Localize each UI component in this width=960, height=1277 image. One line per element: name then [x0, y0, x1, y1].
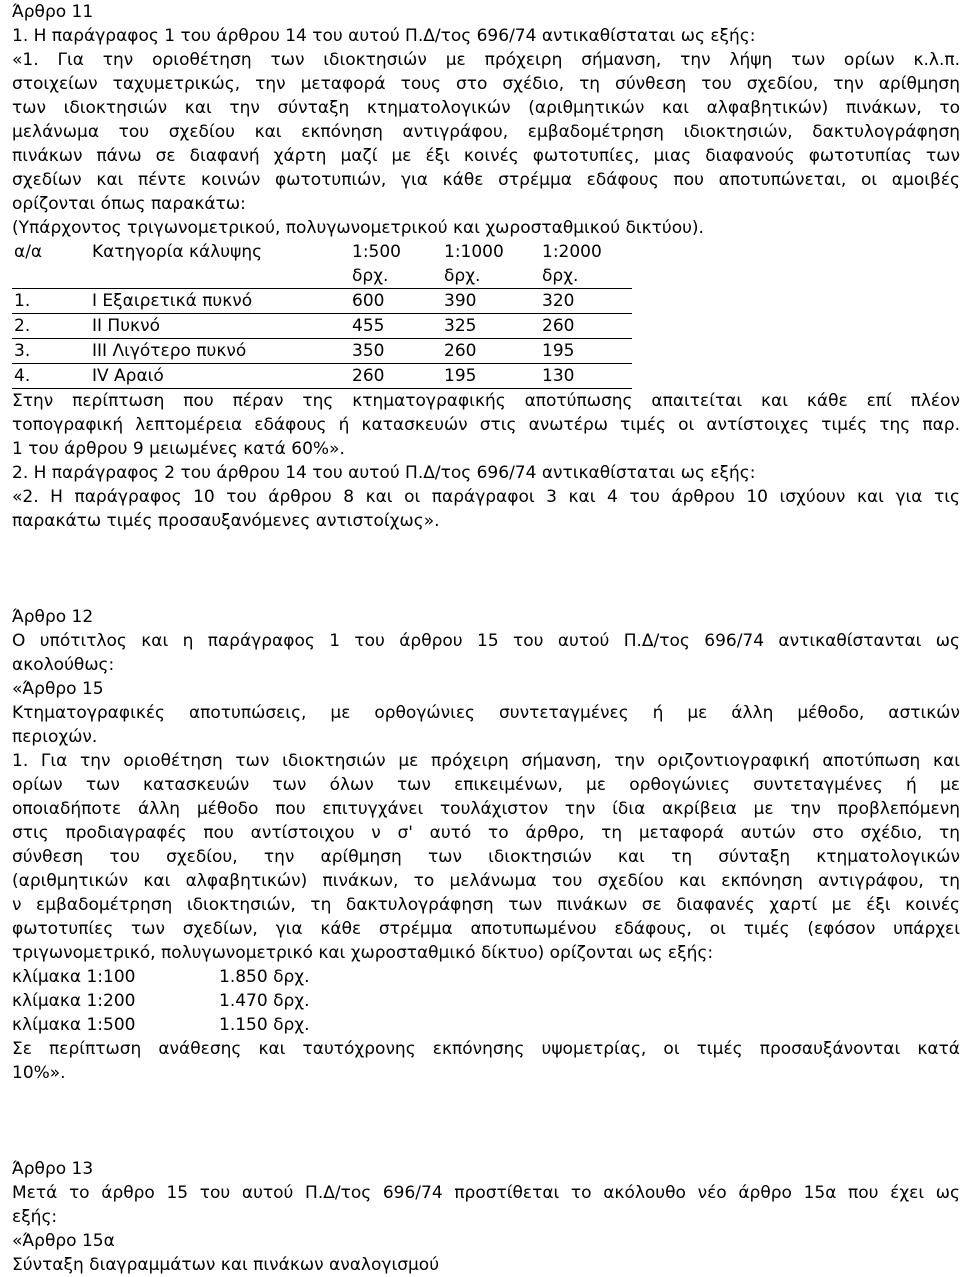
paragraph-line: 1 του άρθρου 9 μειωμένες κατά 60%».: [12, 439, 345, 459]
table-cell: Ι Εξαιρετικά πυκνό: [90, 289, 350, 314]
paragraph-line: οποιαδήποτε άλλη μέθοδο που επιτυγχάνει τουλάχιστον την ίδια ακρίβεια με την προβλεπόμενη: [12, 799, 960, 819]
scale-price: 1.470 δρχ.: [219, 991, 310, 1011]
scale-label: κλίμακα 1:200: [12, 991, 136, 1011]
fee-table: [12, 240, 632, 389]
paragraph-line: σχεδίων και πέντε κοινών φωτοτυπιών, για κάθε στρέμμα εδάφους που αποτυπώνεται, οι αμοιβές: [12, 170, 960, 190]
paragraph-line: τοπογραφική λεπτομέρεια εδάφους ή κατασκευών στις ανωτέρω τιμές οι αντίστοιχες τιμές της παρ.: [12, 415, 960, 435]
paragraph-line: εξής:: [12, 1207, 58, 1227]
paragraph-line: ορίων των κατασκευών των όλων των επικειμένων, με ορθογώνιες συντεταγμένες ή με: [12, 775, 960, 795]
header-scale-2000: 1:2000 δρχ.: [540, 240, 632, 289]
paragraph-line: «Άρθρο 15α: [12, 1231, 115, 1251]
paragraph-line: «Άρθρο 15: [12, 679, 104, 699]
table-cell: 4.: [12, 364, 90, 389]
paragraph-line: Κτηματογραφικές αποτυπώσεις, με ορθογώνιες συντεταγμένες ή με άλλη μέθοδο, αστικών: [12, 703, 960, 723]
header-scale-500: 1:500 δρχ.: [350, 240, 442, 289]
table-cell: 325: [442, 314, 540, 339]
scale-label: κλίμακα 1:100: [12, 967, 136, 987]
table-row: [12, 364, 632, 389]
paragraph-line: πινάκων πάνω σε διαφανή χάρτη μαζί με έξι κοινές φωτοτυπίες, μιας διαφανούς φωτοτυπίας των: [12, 146, 960, 166]
paragraph-line: τριγωνομετρικό, πολυγωνομετρικό και χωροσταθμικό δίκτυο) ορίζονται ως εξής:: [12, 943, 714, 963]
article-11-title: Άρθρο 11: [12, 2, 94, 22]
table-cell: 195: [442, 364, 540, 389]
article-11: [12, 0, 960, 533]
article-12: [12, 605, 960, 1085]
paragraph-line: των ιδιοκτησιών και την σύνταξη κτηματολογικών (αριθμητικών και αλφαβητικών) πινάκων, το: [12, 98, 960, 118]
paragraph-line: σύνθεση του σχεδίου, την αρίθμηση των ιδιοκτησιών και τη σύνταξη κτηματολογικών: [12, 847, 960, 867]
table-cell: 195: [540, 339, 632, 364]
paragraph-line: (Υπάρχοντος τριγωνομετρικού, πολυγωνομετρικού και χωροσταθμικού δικτύου).: [12, 218, 704, 238]
table-row: [12, 314, 632, 339]
header-index: α/α: [12, 240, 90, 289]
list-item: [12, 965, 310, 989]
table-row: [12, 289, 632, 314]
table-cell: 600: [350, 289, 442, 314]
article-12-title: Άρθρο 12: [12, 607, 94, 627]
table-cell: ΙV Αραιό: [90, 364, 350, 389]
table-cell: 260: [540, 314, 632, 339]
paragraph-line: μελάνωμα του σχεδίου και εκπόνηση αντιγράφου, εμβαδομέτρηση ιδιοκτησιών, δακτυλογράφηση: [12, 122, 960, 142]
paragraph-line: 10%».: [12, 1063, 66, 1083]
table-cell: 390: [442, 289, 540, 314]
table-cell: 3.: [12, 339, 90, 364]
paragraph-line: ν εμβαδομέτρηση ιδιοκτησιών, τη δακτυλογράφηση των πινάκων σε διαφανές χαρτί με έξι κοινές: [12, 895, 960, 915]
paragraph-line: ορίζονται όπως παρακάτω:: [12, 194, 246, 214]
table-cell: ΙΙ Πυκνό: [90, 314, 350, 339]
header-scale-1000: 1:1000 δρχ.: [442, 240, 540, 289]
paragraph-line: Στην περίπτωση που πέραν της κτηματογραφικής αποτύπωσης απαιτείται και κάθε επί πλέον: [12, 391, 960, 411]
paragraph-line: ακολούθως:: [12, 655, 115, 675]
scale-price-list: [12, 965, 310, 1037]
list-item: [12, 1013, 310, 1037]
paragraph-line: φωτοτυπίες των σχεδίων, για κάθε στρέμμα αποτυπωμένου εδάφους, οι τιμές (εφόσον υπάρχει: [12, 919, 960, 939]
scale-label: κλίμακα 1:500: [12, 1015, 136, 1035]
paragraph-line: «2. Η παράγραφος 10 του άρθρου 8 και οι παράγραφοι 3 και 4 του άρθρου 10 ισχύουν και για τις: [12, 487, 960, 507]
paragraph-line: 2. Η παράγραφος 2 του άρθρου 14 του αυτού Π.Δ/τος 696/74 αντικαθίσταται ως εξής:: [12, 463, 756, 483]
table-cell: 455: [350, 314, 442, 339]
scale-price: 1.150 δρχ.: [219, 1015, 310, 1035]
paragraph-line: περιοχών.: [12, 727, 98, 747]
table-cell: 2.: [12, 314, 90, 339]
paragraph-line: (αριθμητικών και αλφαβητικών) πινάκων, το μελάνωμα του σχεδίου και εκπόνηση αντιγράφου, τη: [12, 871, 960, 891]
paragraph-line: Σύνταξη διαγραμμάτων και πινάκων αναλογισμού: [12, 1255, 440, 1275]
paragraph-line: Σε περίπτωση ανάθεσης και ταυτόχρονης εκπόνησης υψομετρίας, οι τιμές προσαυξάνονται κατά: [12, 1039, 960, 1059]
fee-table-header: [12, 240, 632, 289]
paragraph-line: στις προδιαγραφές που αντίστοιχου ν σ' αυτό το άρθρο, τη μεταφορά αυτών στο σχέδιο, τη: [12, 823, 960, 843]
paragraph-line: 1. Η παράγραφος 1 του άρθρου 14 του αυτού Π.Δ/τος 696/74 αντικαθίσταται ως εξής:: [12, 26, 756, 46]
paragraph-line: Μετά το άρθρο 15 του αυτού Π.Δ/τος 696/74 προστίθεται το ακόλουθο νέο άρθρο 15α που έχει ως: [12, 1183, 960, 1203]
table-cell: 260: [350, 364, 442, 389]
paragraph-line: παρακάτω τιμές προσαυξανόμενες αντιστοίχως».: [12, 511, 440, 531]
table-cell: 130: [540, 364, 632, 389]
article-13: [12, 1157, 960, 1277]
table-cell: ΙΙΙ Λιγότερο πυκνό: [90, 339, 350, 364]
paragraph-line: 1. Για την οριοθέτηση των ιδιοκτησιών με πρόχειρη σήμανση, την οριζοντιογραφική αποτύπωση και: [12, 751, 960, 771]
document-page: [12, 0, 960, 1277]
table-cell: 260: [442, 339, 540, 364]
header-category: Κατηγορία κάλυψης: [90, 240, 350, 289]
list-item: [12, 989, 310, 1013]
table-cell: 1.: [12, 289, 90, 314]
table-cell: 350: [350, 339, 442, 364]
paragraph-line: στοιχείων ταχυμετρικώς, την μεταφορά τους στο σχέδιο, τη σύνθεση του σχεδίου, την αρίθμηση: [12, 74, 960, 94]
paragraph-line: «1. Για την οριοθέτηση των ιδιοκτησιών με πρόχειρη σήμανση, την λήψη των ορίων κ.λ.π.: [12, 50, 960, 70]
scale-price: 1.850 δρχ.: [219, 967, 310, 987]
paragraph-line: Ο υπότιτλος και η παράγραφος 1 του άρθρου 15 του αυτού Π.Δ/τος 696/74 αντικαθίστανται ως: [12, 631, 960, 651]
table-row: [12, 339, 632, 364]
table-cell: 320: [540, 289, 632, 314]
article-13-title: Άρθρο 13: [12, 1159, 94, 1179]
